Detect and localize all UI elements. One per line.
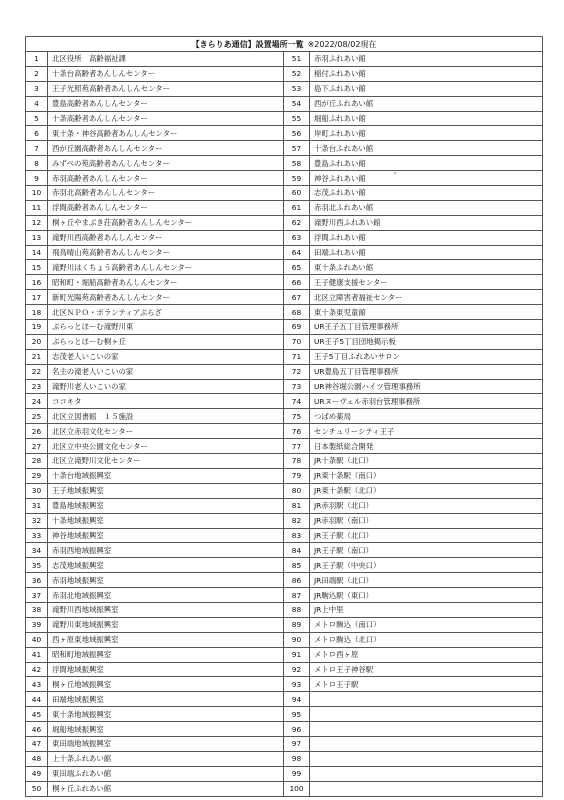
left-number-cell: 25 — [26, 409, 48, 424]
table-row — [26, 588, 543, 603]
left-number-cell: 35 — [26, 558, 48, 573]
left-number-cell: 10 — [26, 186, 48, 201]
table-row — [26, 632, 543, 647]
right-location-cell — [310, 736, 543, 751]
right-location-cell: 東十条ふれあい館 — [310, 260, 543, 275]
left-number-cell: 9 — [26, 171, 48, 186]
right-number-cell: 59 — [284, 171, 310, 186]
right-location-cell: 神谷ふれあい館 — [310, 171, 543, 186]
left-location-cell: 滝野川東地域振興室 — [48, 617, 284, 632]
right-number-cell: 72 — [284, 364, 310, 379]
right-number-cell: 73 — [284, 379, 310, 394]
table-row — [26, 439, 543, 454]
table-row — [26, 513, 543, 528]
left-location-cell: 桐ヶ丘やまぶき荘高齢者あんしんセンター — [48, 215, 284, 230]
right-location-cell — [310, 781, 543, 796]
table-row — [26, 394, 543, 409]
left-location-cell: 王子光照苑高齢者あんしんセンター — [48, 81, 284, 96]
right-location-cell: JR赤羽駅（北口） — [310, 498, 543, 513]
right-location-cell: 東十条東児童館 — [310, 305, 543, 320]
title-cell — [26, 37, 543, 52]
table-row — [26, 573, 543, 588]
right-number-cell: 77 — [284, 439, 310, 454]
right-location-cell: JR東十条駅（北口） — [310, 483, 543, 498]
table-row — [26, 126, 543, 141]
left-location-cell: ぷらっとほーむ滝野川東 — [48, 320, 284, 335]
left-number-cell: 34 — [26, 543, 48, 558]
left-location-cell: 豊島地域振興室 — [48, 498, 284, 513]
table-row — [26, 200, 543, 215]
table-row — [26, 275, 543, 290]
right-number-cell: 70 — [284, 334, 310, 349]
table-row — [26, 245, 543, 260]
right-location-cell: 王子健康支援センター — [310, 275, 543, 290]
table-row — [26, 81, 543, 96]
left-number-cell: 18 — [26, 305, 48, 320]
table-row — [26, 543, 543, 558]
left-number-cell: 30 — [26, 483, 48, 498]
left-location-cell: 北区ＮＰＯ・ボランティアぷらざ — [48, 305, 284, 320]
table-row — [26, 334, 543, 349]
left-location-cell: 堀船地域振興室 — [48, 722, 284, 737]
table-row — [26, 602, 543, 617]
left-location-cell: 神谷地域振興室 — [48, 528, 284, 543]
location-list-sheet — [25, 36, 542, 797]
table-row — [26, 483, 543, 498]
right-location-cell: つばめ薬局 — [310, 409, 543, 424]
left-location-cell: 滝野川西地域振興室 — [48, 602, 284, 617]
left-location-cell: みずべの苑高齢者あんしんセンター — [48, 156, 284, 171]
left-number-cell: 19 — [26, 320, 48, 335]
left-number-cell: 23 — [26, 379, 48, 394]
left-location-cell: 飛鳥晴山苑高齢者あんしんセンター — [48, 245, 284, 260]
table-row — [26, 96, 543, 111]
right-location-cell: 北区立障害者福祉センター — [310, 290, 543, 305]
left-number-cell: 48 — [26, 751, 48, 766]
right-number-cell: 97 — [284, 736, 310, 751]
right-number-cell: 82 — [284, 513, 310, 528]
right-number-cell: 69 — [284, 320, 310, 335]
left-number-cell: 6 — [26, 126, 48, 141]
table-row — [26, 751, 543, 766]
date-note: ※2022/08/02現在 — [307, 39, 377, 49]
left-location-cell: 滝野川はくちょう高齢者あんしんセンター — [48, 260, 284, 275]
right-location-cell — [310, 707, 543, 722]
left-location-cell: 上十条ふれあい館 — [48, 751, 284, 766]
left-location-cell: 王子地域振興室 — [48, 483, 284, 498]
left-location-cell: 赤羽北地域振興室 — [48, 588, 284, 603]
table-row — [26, 156, 543, 171]
left-number-cell: 37 — [26, 588, 48, 603]
right-location-cell: 堀船ふれあい館 — [310, 111, 543, 126]
left-number-cell: 40 — [26, 632, 48, 647]
right-number-cell: 68 — [284, 305, 310, 320]
table-row — [26, 692, 543, 707]
table-row — [26, 379, 543, 394]
table-row — [26, 736, 543, 751]
right-location-cell: JR駒込駅（東口） — [310, 588, 543, 603]
right-location-cell: JR田端駅（北口） — [310, 573, 543, 588]
left-number-cell: 12 — [26, 215, 48, 230]
right-location-cell: 王子5丁目ふれあいサロン — [310, 349, 543, 364]
table-row — [26, 424, 543, 439]
right-number-cell: 75 — [284, 409, 310, 424]
left-location-cell: 昭和町・堀船高齢者あんしんセンター — [48, 275, 284, 290]
right-number-cell: 89 — [284, 617, 310, 632]
table-row — [26, 468, 543, 483]
right-location-cell: UR神谷堀公園ハイツ管理事務所 — [310, 379, 543, 394]
table-row — [26, 528, 543, 543]
table-row — [26, 230, 543, 245]
table-row — [26, 364, 543, 379]
table-row — [26, 66, 543, 81]
page-title: 【きらりあ通信】設置場所一覧 — [191, 39, 304, 49]
left-location-cell: 十条台高齢者あんしんセンター — [48, 66, 284, 81]
right-location-cell: 豊島ふれあい館 — [310, 156, 543, 171]
right-location-cell: JR赤羽駅（南口） — [310, 513, 543, 528]
left-location-cell: 西ヶ原東地域振興室 — [48, 632, 284, 647]
right-number-cell: 71 — [284, 349, 310, 364]
table-row — [26, 454, 543, 469]
left-location-cell: ぷらっとほーむ桐ヶ丘 — [48, 334, 284, 349]
right-location-cell: 滝野川西ふれあい館 — [310, 215, 543, 230]
left-number-cell: 28 — [26, 454, 48, 469]
right-location-cell: メトロ駒込（南口） — [310, 617, 543, 632]
scan-speck — [394, 172, 396, 174]
left-number-cell: 5 — [26, 111, 48, 126]
left-location-cell: 東田端地域振興室 — [48, 736, 284, 751]
table-row — [26, 349, 543, 364]
right-number-cell: 80 — [284, 483, 310, 498]
right-number-cell: 93 — [284, 677, 310, 692]
right-location-cell: メトロ駒込（北口） — [310, 632, 543, 647]
right-number-cell: 94 — [284, 692, 310, 707]
table-row — [26, 766, 543, 781]
left-number-cell: 47 — [26, 736, 48, 751]
right-location-cell: 西が丘ふれあい館 — [310, 96, 543, 111]
table-row — [26, 290, 543, 305]
right-location-cell: URヌーヴェル赤羽台管理事務所 — [310, 394, 543, 409]
left-number-cell: 50 — [26, 781, 48, 796]
right-location-cell: 十条台ふれあい館 — [310, 141, 543, 156]
right-location-cell: JR王子駅（中央口） — [310, 558, 543, 573]
left-number-cell: 41 — [26, 647, 48, 662]
table-row — [26, 722, 543, 737]
right-location-cell: UR王子5丁目団地掲示板 — [310, 334, 543, 349]
left-location-cell: 東十条・神谷高齢者あんしんセンター — [48, 126, 284, 141]
right-location-cell: UR王子五丁目管理事務所 — [310, 320, 543, 335]
left-location-cell: 昭和町地域振興室 — [48, 647, 284, 662]
table-row — [26, 260, 543, 275]
left-location-cell: 赤羽高齢者あんしんセンター — [48, 171, 284, 186]
right-number-cell: 98 — [284, 751, 310, 766]
left-number-cell: 49 — [26, 766, 48, 781]
left-location-cell: 桐ヶ丘ふれあい館 — [48, 781, 284, 796]
right-location-cell: 稲付ふれあい館 — [310, 66, 543, 81]
table-row — [26, 111, 543, 126]
table-row — [26, 558, 543, 573]
right-location-cell — [310, 766, 543, 781]
table-row — [26, 617, 543, 632]
right-number-cell: 51 — [284, 52, 310, 67]
left-number-cell: 17 — [26, 290, 48, 305]
right-location-cell: 浮間ふれあい館 — [310, 230, 543, 245]
right-number-cell: 52 — [284, 66, 310, 81]
left-number-cell: 1 — [26, 52, 48, 67]
right-location-cell: UR豊島五丁目管理事務所 — [310, 364, 543, 379]
right-number-cell: 57 — [284, 141, 310, 156]
left-number-cell: 7 — [26, 141, 48, 156]
left-number-cell: 16 — [26, 275, 48, 290]
right-number-cell: 53 — [284, 81, 310, 96]
right-number-cell: 81 — [284, 498, 310, 513]
left-number-cell: 8 — [26, 156, 48, 171]
table-row — [26, 215, 543, 230]
right-number-cell: 76 — [284, 424, 310, 439]
table-row — [26, 141, 543, 156]
table-row — [26, 320, 543, 335]
left-location-cell: 豊島高齢者あんしんセンター — [48, 96, 284, 111]
right-location-cell: 田端ふれあい館 — [310, 245, 543, 260]
right-number-cell: 78 — [284, 454, 310, 469]
right-number-cell: 96 — [284, 722, 310, 737]
left-location-cell: 北区立中央公園文化センター — [48, 439, 284, 454]
left-number-cell: 45 — [26, 707, 48, 722]
left-location-cell: 名主の滝老人いこいの家 — [48, 364, 284, 379]
left-location-cell: 北区立図書館 １５施設 — [48, 409, 284, 424]
table-row — [26, 305, 543, 320]
right-number-cell: 55 — [284, 111, 310, 126]
left-location-cell: 西が丘園高齢者あんしんセンター — [48, 141, 284, 156]
left-number-cell: 2 — [26, 66, 48, 81]
left-location-cell: 田端地域振興室 — [48, 692, 284, 707]
right-location-cell: 赤羽北ふれあい館 — [310, 200, 543, 215]
table-row — [26, 707, 543, 722]
left-location-cell: 滝野川西高齢者あんしんセンター — [48, 230, 284, 245]
left-location-cell: 赤羽北高齢者あんしんセンター — [48, 186, 284, 201]
left-number-cell: 13 — [26, 230, 48, 245]
right-location-cell: JR王子駅（北口） — [310, 528, 543, 543]
left-number-cell: 42 — [26, 662, 48, 677]
table-body — [26, 37, 543, 797]
left-number-cell: 21 — [26, 349, 48, 364]
right-number-cell: 60 — [284, 186, 310, 201]
right-location-cell: メトロ西ヶ原 — [310, 647, 543, 662]
left-number-cell: 31 — [26, 498, 48, 513]
right-number-cell: 64 — [284, 245, 310, 260]
left-number-cell: 38 — [26, 602, 48, 617]
right-number-cell: 86 — [284, 573, 310, 588]
left-number-cell: 46 — [26, 722, 48, 737]
right-number-cell: 61 — [284, 200, 310, 215]
left-number-cell: 44 — [26, 692, 48, 707]
right-location-cell: 日本製紙総合開発 — [310, 439, 543, 454]
left-location-cell: 十条高齢者あんしんセンター — [48, 111, 284, 126]
left-number-cell: 22 — [26, 364, 48, 379]
title-row — [26, 37, 543, 52]
right-location-cell: メトロ王子駅 — [310, 677, 543, 692]
right-location-cell: JR上中里 — [310, 602, 543, 617]
right-location-cell: JR十条駅（北口） — [310, 454, 543, 469]
left-number-cell: 3 — [26, 81, 48, 96]
right-number-cell: 67 — [284, 290, 310, 305]
right-number-cell: 66 — [284, 275, 310, 290]
right-number-cell: 99 — [284, 766, 310, 781]
table-row — [26, 647, 543, 662]
left-number-cell: 39 — [26, 617, 48, 632]
location-table — [25, 36, 543, 797]
right-number-cell: 90 — [284, 632, 310, 647]
right-location-cell: 岸町ふれあい館 — [310, 126, 543, 141]
right-number-cell: 58 — [284, 156, 310, 171]
right-location-cell: 赤羽ふれあい館 — [310, 52, 543, 67]
right-number-cell: 83 — [284, 528, 310, 543]
left-location-cell: 東十条地域振興室 — [48, 707, 284, 722]
left-location-cell: 浮間高齢者あんしんセンター — [48, 200, 284, 215]
table-row — [26, 677, 543, 692]
right-number-cell: 92 — [284, 662, 310, 677]
right-location-cell — [310, 722, 543, 737]
left-number-cell: 43 — [26, 677, 48, 692]
table-row — [26, 662, 543, 677]
left-location-cell: 北区立赤羽文化センター — [48, 424, 284, 439]
left-number-cell: 15 — [26, 260, 48, 275]
right-number-cell: 91 — [284, 647, 310, 662]
right-location-cell: JR王子駅（南口） — [310, 543, 543, 558]
left-number-cell: 27 — [26, 439, 48, 454]
left-location-cell: 志茂地域振興室 — [48, 558, 284, 573]
left-number-cell: 24 — [26, 394, 48, 409]
right-number-cell: 100 — [284, 781, 310, 796]
table-row — [26, 186, 543, 201]
left-number-cell: 26 — [26, 424, 48, 439]
left-location-cell: 赤羽西地域振興室 — [48, 543, 284, 558]
left-location-cell: 東田端ふれあい館 — [48, 766, 284, 781]
right-location-cell: センチュリーシティ王子 — [310, 424, 543, 439]
table-row — [26, 498, 543, 513]
left-number-cell: 20 — [26, 334, 48, 349]
right-number-cell: 62 — [284, 215, 310, 230]
left-number-cell: 14 — [26, 245, 48, 260]
left-number-cell: 4 — [26, 96, 48, 111]
left-number-cell: 11 — [26, 200, 48, 215]
left-location-cell: 浮間地域振興室 — [48, 662, 284, 677]
left-location-cell: 桐ヶ丘地域振興室 — [48, 677, 284, 692]
left-location-cell: ココキタ — [48, 394, 284, 409]
right-number-cell: 54 — [284, 96, 310, 111]
right-number-cell: 65 — [284, 260, 310, 275]
table-row — [26, 171, 543, 186]
table-row — [26, 409, 543, 424]
left-location-cell: 十条地域振興室 — [48, 513, 284, 528]
left-location-cell: 志茂老人いこいの家 — [48, 349, 284, 364]
left-location-cell: 新町光陽苑高齢者あんしんセンター — [48, 290, 284, 305]
table-row — [26, 781, 543, 796]
right-location-cell: 島下ふれあい館 — [310, 81, 543, 96]
left-location-cell: 滝野川老人いこいの家 — [48, 379, 284, 394]
right-number-cell: 63 — [284, 230, 310, 245]
left-number-cell: 36 — [26, 573, 48, 588]
right-location-cell — [310, 751, 543, 766]
right-location-cell: JR東十条駅（南口） — [310, 468, 543, 483]
right-number-cell: 87 — [284, 588, 310, 603]
right-location-cell: 志茂ふれあい館 — [310, 186, 543, 201]
right-location-cell: メトロ王子神谷駅 — [310, 662, 543, 677]
right-number-cell: 74 — [284, 394, 310, 409]
right-number-cell: 85 — [284, 558, 310, 573]
left-location-cell: 北区立滝野川文化センター — [48, 454, 284, 469]
left-location-cell: 北区役所 高齢福祉課 — [48, 52, 284, 67]
right-number-cell: 88 — [284, 602, 310, 617]
left-location-cell: 赤羽地域振興室 — [48, 573, 284, 588]
right-number-cell: 84 — [284, 543, 310, 558]
left-number-cell: 33 — [26, 528, 48, 543]
right-number-cell: 79 — [284, 468, 310, 483]
left-location-cell: 十条台地域振興室 — [48, 468, 284, 483]
right-location-cell — [310, 692, 543, 707]
left-number-cell: 29 — [26, 468, 48, 483]
right-number-cell: 95 — [284, 707, 310, 722]
table-row — [26, 52, 543, 67]
right-number-cell: 56 — [284, 126, 310, 141]
left-number-cell: 32 — [26, 513, 48, 528]
